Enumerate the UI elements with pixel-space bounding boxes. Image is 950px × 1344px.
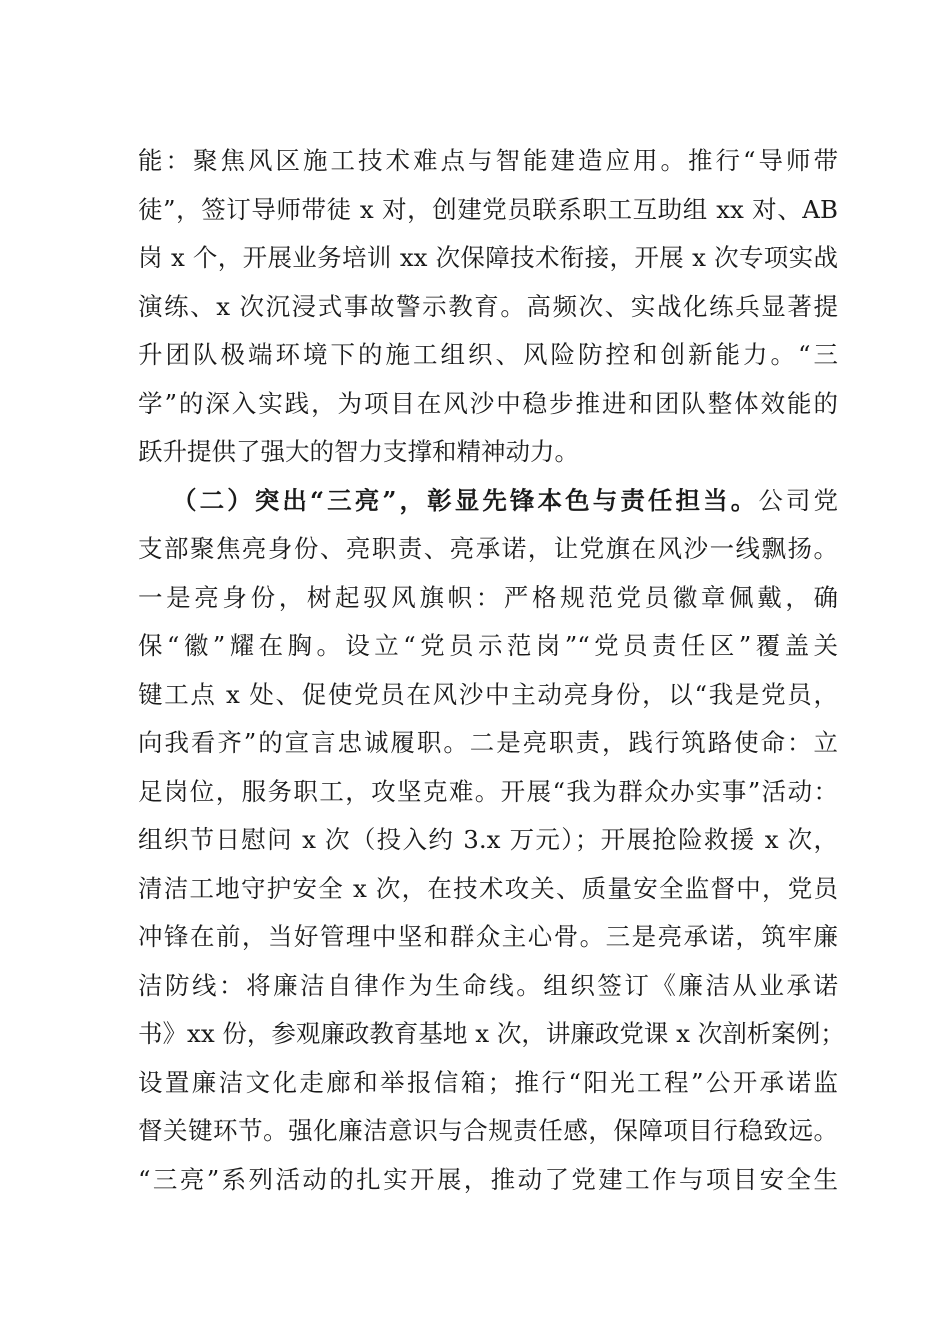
paragraph2-first-line: [138, 477, 838, 526]
paragraph2-line: 向我看齐”的宣言忠诚履职。二是亮职责，践行筑路使命：立: [138, 728, 838, 757]
paragraph2-line: 洁防线：将廉洁自律作为生命线。组织签订《廉洁从业承诺: [138, 970, 838, 1000]
paragraph2-line: 保“徽”耀在胸。设立“党员示范岗”“党员责任区”覆盖关: [138, 631, 838, 660]
paragraph2-first-line-rest: 公司党: [758, 485, 839, 515]
paragraph1-line: 演练、x 次沉浸式事故警示教育。高频次、实战化练兵显著提: [138, 291, 838, 321]
paragraph2-line: 督关键环节。强化廉洁意识与合规责任感，保障项目行稳致远。: [138, 1116, 838, 1145]
paragraph1-line: 岗 x 个，开展业务培训 xx 次保障技术衔接，开展 x 次专项实战: [138, 243, 838, 272]
paragraph2-line: 支部聚焦亮身份、亮职责、亮承诺，让党旗在风沙一线飘扬。: [138, 534, 838, 563]
paragraph2-line: 一是亮身份，树起驭风旗帜：严格规范党员徽章佩戴，确: [138, 582, 838, 612]
paragraph2-line: 键工点 x 处、促使党员在风沙中主动亮身份，以“我是党员，: [138, 679, 838, 709]
paragraph1-line: 学”的深入实践，为项目在风沙中稳步推进和团队整体效能的: [138, 388, 838, 418]
paragraph2-line: 设置廉洁文化走廊和举报信箱；推行“阳光工程”公开承诺监: [138, 1067, 838, 1097]
paragraph2-line: “三亮”系列活动的扎实开展，推动了党建工作与项目安全生: [138, 1164, 838, 1194]
paragraph2-line: 清洁工地守护安全 x 次，在技术攻关、质量安全监督中，党员: [138, 873, 838, 903]
section-heading: （二）突出“三亮”，彰显先锋本色与责任担当。: [172, 485, 759, 515]
paragraph2-line: 冲锋在前，当好管理中坚和群众主心骨。三是亮承诺，筑牢廉: [138, 922, 838, 951]
paragraph1-line: 升团队极端环境下的施工组织、风险防控和创新能力。“三: [138, 340, 838, 369]
paragraph2-line: 书》xx 份，参观廉政教育基地 x 次，讲廉政党课 x 次剖析案例；: [138, 1019, 845, 1048]
paragraph1-line: 能：聚焦风区施工技术难点与智能建造应用。推行“导师带: [138, 146, 838, 175]
body-text: [138, 137, 845, 1204]
paragraph2-line: 组织节日慰问 x 次（投入约 3.x 万元）；开展抢险救援 x 次，: [138, 825, 838, 854]
paragraph2-line: 足岗位，服务职工，攻坚克难。开展“我为群众办实事”活动：: [138, 776, 838, 806]
paragraph1-line: 徒”，签订导师带徒 x 对，创建党员联系职工互助组 xx 对、AB: [138, 194, 838, 224]
paragraph1-line: 跃升提供了强大的智力支撑和精神动力。: [138, 437, 579, 466]
